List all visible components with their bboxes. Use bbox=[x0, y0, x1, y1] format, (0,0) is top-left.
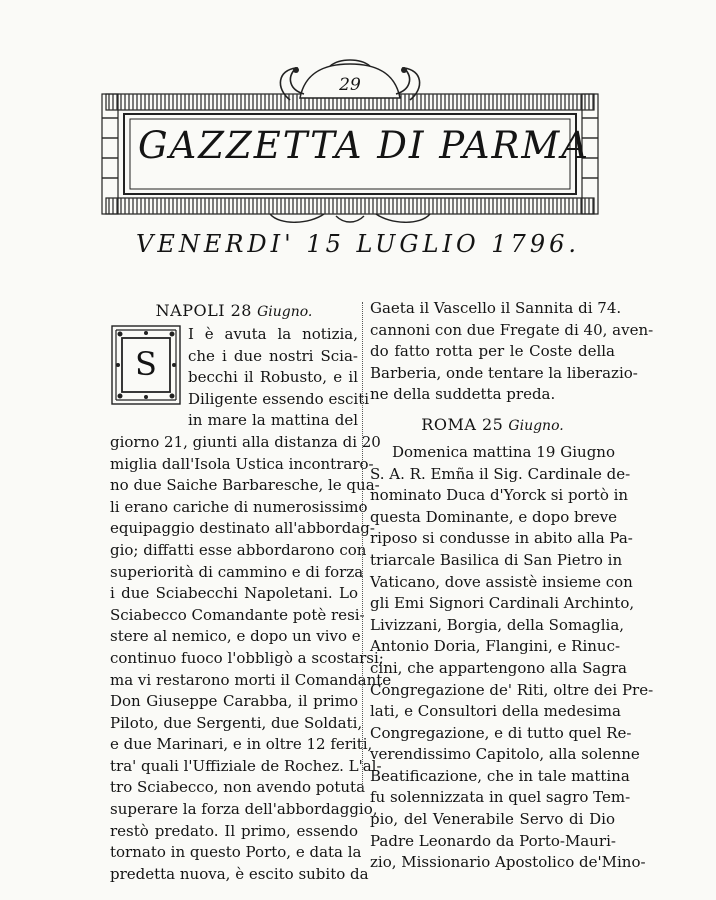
text-line: Vaticano, dove assistè insieme con bbox=[370, 572, 633, 591]
text-line: ma vi restarono morti il Comandante bbox=[110, 670, 392, 689]
newspaper-title: GAZZETTA DI PARMA bbox=[138, 124, 590, 167]
text-line: Diligente essendo esciti bbox=[188, 389, 370, 408]
text-line: zio, Missionario Apostolico de'Mino- bbox=[370, 853, 646, 872]
text-line: riposo si condusse in abito alla Pa- bbox=[370, 529, 633, 548]
section-place: ROMA 25 bbox=[421, 414, 504, 434]
text-line: tra' quali l'Uffiziale de Rochez. L'al- bbox=[110, 756, 382, 775]
text-line: tro Sciabecco, non avendo potuta bbox=[110, 778, 366, 797]
text-line: superare la forza dell'abbordaggio, bbox=[110, 800, 378, 819]
text-line: S. A. R. Emña il Sig. Cardinale de- bbox=[370, 464, 631, 483]
text-line: Gaeta il Vascello il Sannita di 74. bbox=[370, 299, 622, 317]
text-line: giorno 21, giunti alla distanza di 20 bbox=[110, 432, 381, 451]
text-line: Livizzani, Borgia, della Somaglia, bbox=[370, 615, 625, 634]
text-line: superiorità di cammino e di forza bbox=[110, 562, 364, 581]
text-line: no due Saiche Barbaresche, le qua- bbox=[110, 476, 380, 495]
issue-date: VENERDI' 15 LUGLIO 1796. bbox=[135, 230, 580, 258]
text-line: continuo fuoco l'obbligò a scostarsi; bbox=[110, 648, 384, 667]
page-number: 29 bbox=[339, 75, 361, 95]
text-line: e due Marinari, e in oltre 12 feriti, bbox=[110, 735, 373, 754]
text-line: Domenica mattina 19 Giugno bbox=[392, 442, 615, 461]
text-line: i due Sciabecchi Napoletani. Lo bbox=[110, 584, 358, 603]
text-line: tornato in questo Porto, e data la bbox=[110, 843, 362, 862]
section-place: NAPOLI 28 bbox=[155, 301, 252, 320]
text-line: pio, del Venerabile Servo di Dio bbox=[370, 810, 615, 829]
text-line: questa Dominante, e dopo breve bbox=[370, 507, 618, 526]
text-line: Barberia, onde tentare la liberazio- bbox=[370, 363, 638, 382]
text-line: cini, che appartengono alla Sagra bbox=[370, 658, 627, 677]
text-line: nominato Duca d'Yorck si portò in bbox=[370, 486, 629, 505]
text-line: Padre Leonardo da Porto-Mauri- bbox=[370, 831, 616, 850]
masthead bbox=[100, 58, 600, 228]
text-line: Antonio Doria, Flangini, e Rinuc- bbox=[370, 637, 621, 656]
text-line: cannoni con due Fregate di 40, aven- bbox=[370, 320, 654, 339]
text-line: li erano cariche di numerosissimo bbox=[110, 497, 368, 516]
drop-cap-frame bbox=[110, 324, 182, 406]
text-line: stere al nemico, e dopo un vivo e bbox=[110, 627, 361, 646]
text-line: miglia dall'Isola Ustica incontraro- bbox=[110, 454, 374, 473]
text-line: in mare la mattina del bbox=[188, 411, 358, 430]
text-line: lati, e Consultori della medesima bbox=[370, 702, 621, 721]
section-heading-roma bbox=[370, 412, 615, 438]
text-line: Piloto, due Sergenti, due Soldati, bbox=[110, 713, 363, 732]
text-line: che i due nostri Scia- bbox=[188, 346, 358, 365]
text-line: Beatificazione, che in tale mattina bbox=[370, 766, 630, 785]
text-line: gio; diffatti esse abbordarono con bbox=[110, 540, 367, 559]
text-line: predetta nuova, è escito subito da bbox=[110, 864, 369, 883]
section-heading-napoli bbox=[110, 298, 358, 324]
text-line: do fatto rotta per le Coste della bbox=[370, 342, 615, 361]
text-line: restò predato. Il primo, essendo bbox=[110, 821, 358, 840]
text-line: gli Emi Signori Cardinali Archinto, bbox=[370, 594, 635, 613]
text-line: becchi il Robusto, e il bbox=[188, 368, 358, 387]
section-month: Giugno. bbox=[257, 304, 313, 320]
text-line: Sciabecco Comandante potè resi- bbox=[110, 605, 365, 624]
text-line: Congregazione, e di tutto quel Re- bbox=[370, 723, 632, 742]
left-column bbox=[110, 298, 392, 885]
text-line: ne della suddetta preda. bbox=[370, 385, 556, 404]
drop-cap-letter: S bbox=[135, 345, 157, 383]
column-divider bbox=[362, 302, 363, 792]
text-line: Don Giuseppe Carabba, il primo bbox=[110, 692, 358, 711]
text-line: Congregazione de' Riti, oltre dei Pre- bbox=[370, 680, 654, 699]
text-line: verendissimo Capitolo, alla solenne bbox=[370, 745, 640, 764]
text-line: I è avuta la notizia, bbox=[188, 325, 358, 343]
text-line: fu solennizzata in quel sagro Tem- bbox=[370, 788, 631, 807]
text-line: triarcale Basilica di San Pietro in bbox=[370, 550, 623, 569]
text-line: equipaggio destinato all'abbordag- bbox=[110, 519, 375, 538]
right-column bbox=[370, 298, 654, 874]
section-month: Giugno. bbox=[508, 417, 564, 434]
